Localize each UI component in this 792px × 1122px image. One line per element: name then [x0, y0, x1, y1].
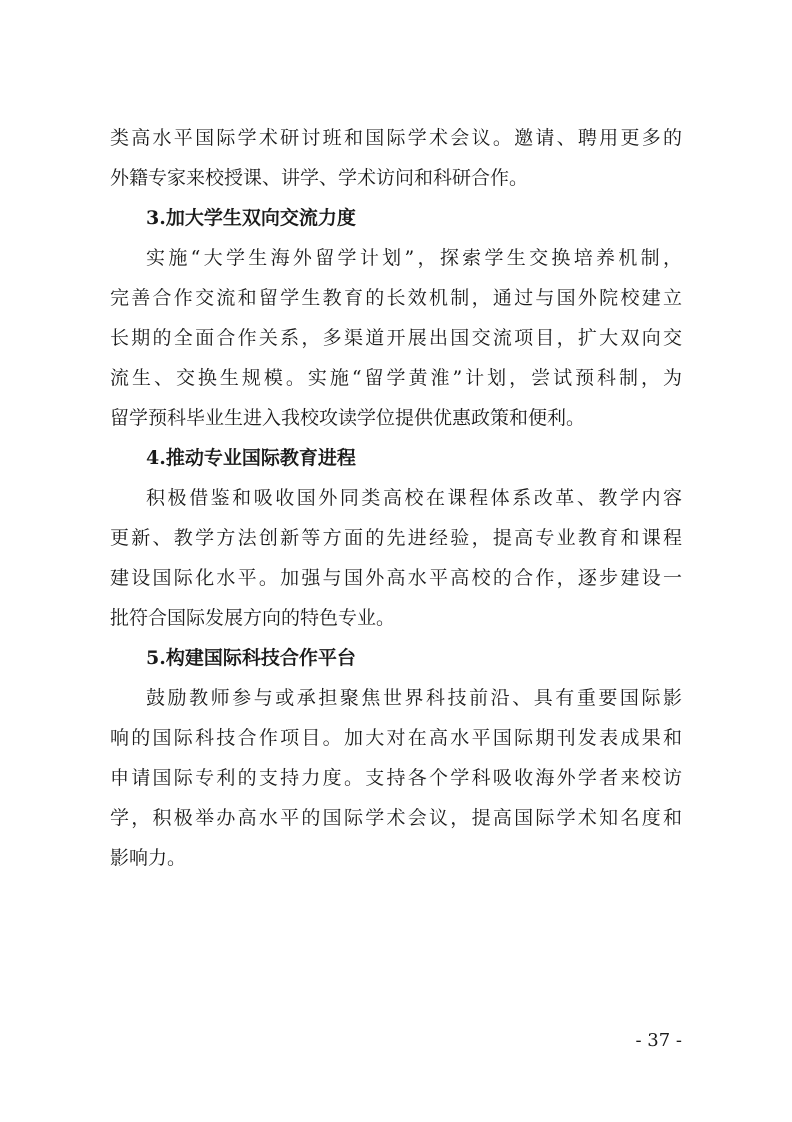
body-line: 学，积极举办高水平的国际学术会议，提高国际学术知名度和 [110, 807, 682, 829]
body-line: 外籍专家来校授课、讲学、学术访问和科研合作。 [110, 167, 529, 189]
body-line: 申请国际专利的支持力度。支持各个学科吸收海外学者来校访 [110, 767, 682, 789]
section-heading: 5.构建国际科技合作平台 [146, 647, 356, 669]
body-line: 响的国际科技合作项目。加大对在高水平国际期刊发表成果和 [110, 727, 682, 749]
body-line: 鼓励教师参与或承担聚焦世界科技前沿、具有重要国际影 [146, 687, 682, 709]
body-line: 类高水平国际学术研讨班和国际学术会议。邀请、聘用更多的 [110, 127, 682, 149]
section-heading: 4.推动专业国际教育进程 [146, 447, 356, 469]
page-number: - 37 - [635, 1030, 682, 1051]
body-line: 留学预科毕业生进入我校攻读学位提供优惠政策和便利。 [110, 407, 586, 429]
body-line: 更新、教学方法创新等方面的先进经验，提高专业教育和课程 [110, 527, 682, 549]
body-line: 批符合国际发展方向的特色专业。 [110, 607, 396, 629]
body-line: 建设国际化水平。加强与国外高水平高校的合作，逐步建设一 [110, 567, 682, 589]
body-line: 影响力。 [110, 847, 187, 869]
body-line: 积极借鉴和吸收国外同类高校在课程体系改革、教学内容 [146, 487, 682, 509]
body-line: 完善合作交流和留学生教育的长效机制，通过与国外院校建立 [110, 287, 682, 309]
body-line: 流生、交换生规模。实施“留学黄淮”计划，尝试预科制，为 [110, 367, 682, 389]
body-line: 长期的全面合作关系，多渠道开展出国交流项目，扩大双向交 [110, 327, 682, 349]
section-heading: 3.加大学生双向交流力度 [146, 207, 356, 229]
body-line: 实施“大学生海外留学计划”，探索学生交换培养机制， [146, 247, 682, 269]
